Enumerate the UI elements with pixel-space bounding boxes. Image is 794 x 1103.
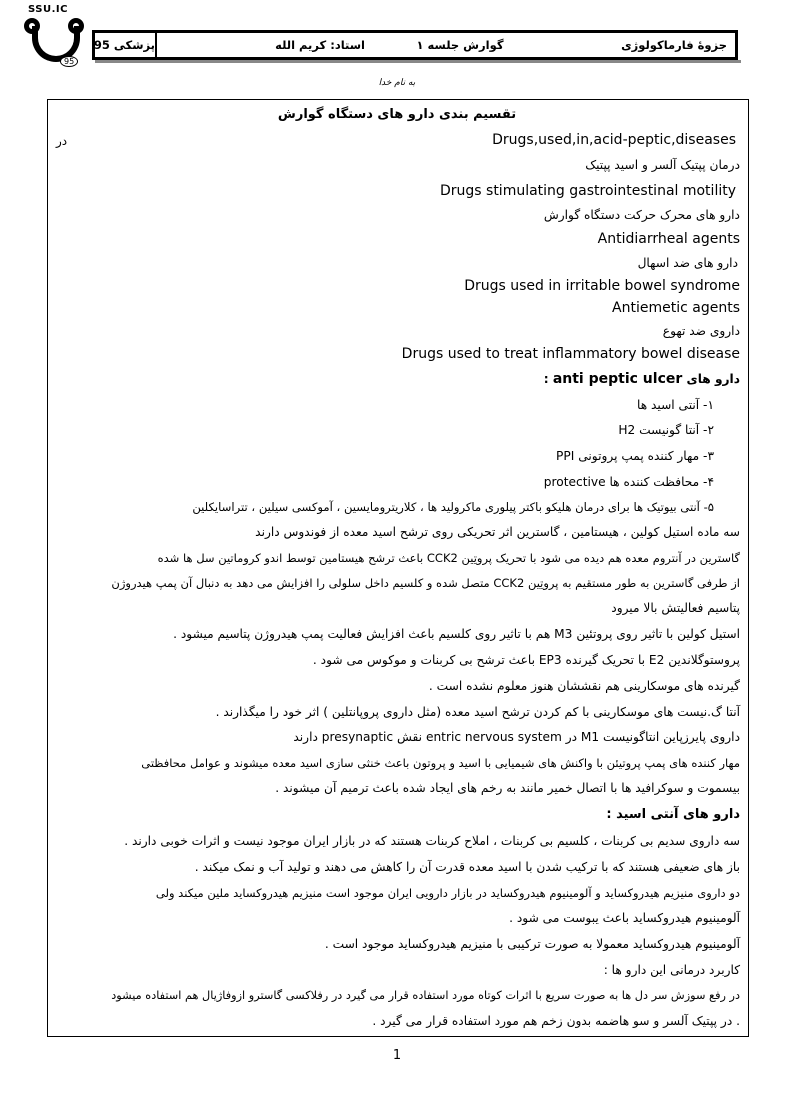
content-frame: [47, 99, 749, 1037]
paragraph-1: سه ماده استیل کولین ، هیستامین ، گاسترین اثر تحریکی روی ترشح اسید معده از فوندوس دارند: [255, 525, 740, 539]
list-item: ۵- آنتی بیوتیک ها برای درمان هلیکو باکتر پیلوری ماکرولید ها ، کلاریترومایسین ، آموکسی سیلین ، تتراسایکلین: [192, 500, 714, 514]
motility-en: Drugs stimulating gastrointestinal motility: [439, 183, 736, 199]
page-number: 1: [392, 1048, 402, 1063]
antidiarrheal-fa: دارو های ضد اسهال: [637, 256, 738, 270]
ibs-en: Drugs used in irritable bowel syndrome: [464, 278, 740, 294]
antidiarrheal-en: Antidiarrheal agents: [597, 231, 740, 247]
antacid-line-3b: آلومینیوم هیدروکساید باعث یبوست می شود .: [509, 911, 740, 925]
anti-ulcer-heading: [54, 370, 740, 388]
antacid-line-3a: دو داروی منیزیم هیدروکساید و آلومینیوم هیدروکساید در بازار دارویی ایران موجود است منیزیم هیدروکساید ملین میکند ولی: [155, 886, 740, 900]
paragraph-6: آنتا گ.نیست های موسکارینی با کم کردن ترشح اسید معده (مثل داروی پروپانتلین ) اثر خود را میگذارند .: [215, 705, 740, 719]
motility-fa: دارو های محرک حرکت دستگاه گوارش: [543, 208, 740, 222]
paragraph-2-line-3: پتاسیم فعالیتش بالا میرود: [611, 601, 740, 615]
paragraph-5: گیرنده های موسکارینی هم نقششان هنوز معلوم نشده است .: [428, 679, 740, 693]
header-session: گوارش جلسه ۱: [416, 38, 504, 52]
document-title: تقسیم بندی دارو های دستگاه گوارش: [277, 107, 517, 122]
antacid-line-1: سه داروی سدیم بی کربنات ، کلسیم بی کربنات ، املاح کربنات هستند که در بازار ایران موجود نیست و اثرات خوبی دارند .: [124, 834, 740, 848]
header-booklet-title: جزوهٔ فارماکولوژی: [621, 38, 727, 52]
usage-line-2: . در پپتیک آلسر و سو هاضمه بدون زخم هم مورد استفاده قرار می گیرد .: [372, 1014, 740, 1028]
header-shadow: [95, 60, 741, 63]
list-item: ۴- محافظت کننده ها protective: [543, 475, 714, 489]
paragraph-3: استیل کولین با تاثیر روی پروتئین M3 هم با تاثیر روی کلسیم باعث افزایش فعالیت پمپ هیدروژن پتاسیم میشود .: [173, 627, 740, 641]
dar-word: در: [56, 134, 68, 148]
anti-ulcer-heading-en: anti peptic ulcer: [552, 371, 683, 387]
list-item: ۲- آنتا گونیست H2: [618, 423, 714, 437]
header-professor: استاد: کریم الله: [275, 38, 365, 52]
paragraph-2-line-2: از طرفی گاسترین به طور مستقیم به پروتِین CCK2 متصل شده و کلسیم داخل سلولی را افزایش می دهد به دنبال آن پمپ هیدروژن: [111, 576, 740, 590]
logo-number: 95: [60, 56, 78, 67]
peptic-fa: درمان پپتیک آلسر و اسید پپتیک: [585, 158, 740, 172]
paragraph-8-line-2: بیسموت و سوکرافید ها با اتصال خمیر مانند به رخم های ایجاد شده باعث ترمیم آن میشوند .: [275, 781, 740, 795]
antacid-line-2: باز های ضعیفی هستند که با ترکیب شدن با اسید معده قدرت آن را کاهش می دهند و تولید آب و نمک میکند .: [194, 860, 740, 874]
paragraph-7: داروی پایرزپاین انتاگونیست M1 در entric nervous system نقش presynaptic دارند: [293, 730, 740, 744]
university-logo: [24, 4, 88, 70]
list-item: ۱- آنتی اسید ها: [637, 398, 714, 412]
paragraph-8-line-1: مهار کننده های پمپ پروتیئن با واکنش های شیمیایی با اسید و پروتون باعث خنثی سازی اسید معده میشوند و عوامل محافظتی: [141, 756, 740, 770]
anti-ulcer-heading-fa: دارو های: [686, 372, 740, 386]
list-item: ۳- مهار کننده پمپ پروتونی PPI: [556, 449, 714, 463]
drugs-peptic-en: Drugs,used,in,acid-peptic,diseases: [492, 132, 736, 148]
antiemetic-fa: داروی ضد تهوع: [662, 324, 740, 338]
paragraph-4: پروستوگلاندین E2 با تحریک گیرنده EP3 باعث ترشح بی کربنات و موکوس می شود .: [312, 653, 740, 667]
usage-heading: کاربرد درمانی این دارو ها :: [603, 963, 740, 977]
antacid-line-4: آلومینیوم هیدروکساید معمولا به صورت ترکیبی با منیزیم هیدروکساید موجود است .: [324, 937, 740, 951]
ibd-en: Drugs used to treat inflammatory bowel disease: [401, 346, 740, 362]
paragraph-2-line-1: گاسترین در آنتروم معده هم دیده می شود با تحریک پروتِین CCK2 باعث ترشح هیستامین توسط اندو کروماتین سل ها شده: [157, 551, 740, 565]
logo-text: SSU.IC: [28, 4, 68, 15]
usage-line-1: در رفع سوزش سر دل ها به صورت سریع با اثرات کوتاه مورد استفاده قرار می گیرد در رفلاکسی گاسترو ازوفاژیال هم استفاده میشود: [111, 989, 740, 1002]
header-class-label: پزشکی 95: [99, 33, 157, 57]
header-bar: [92, 30, 738, 60]
antacid-heading: دارو های آنتی اسید :: [606, 807, 740, 822]
basmala: به نام خدا: [378, 78, 416, 88]
antiemetic-en: Antiemetic agents: [612, 300, 740, 316]
anti-ulcer-heading-colon: :: [543, 372, 549, 386]
